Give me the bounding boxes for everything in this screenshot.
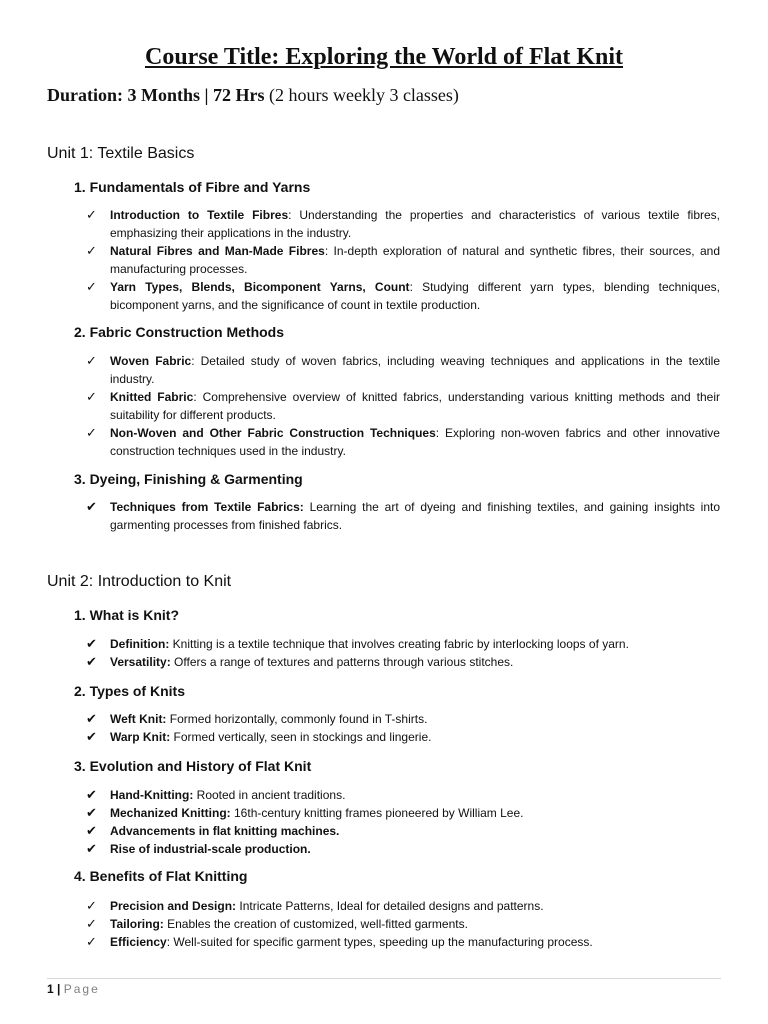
list-item: ✔ Techniques from Textile Fabrics: Learning the art of dyeing and finishing textiles, and gaining insights into garmenting processes from finished fabrics.: [86, 499, 720, 532]
checkmark-icon: ✓: [86, 243, 97, 258]
list-item: ✔ Warp Knit: Formed vertically, seen in stockings and lingerie.: [86, 729, 432, 744]
duration-detail: (2 hours weekly 3 classes): [264, 85, 459, 105]
section-heading: 2. Fabric Construction Methods: [74, 324, 285, 340]
checkmark-icon: ✔: [86, 729, 97, 744]
checkmark-icon: ✔: [86, 805, 97, 820]
course-duration: [47, 85, 459, 106]
bullet-list: [86, 498, 720, 534]
list-item: ✔ Versatility: Offers a range of textures and patterns through various stitches.: [86, 654, 514, 669]
checkmark-icon: ✓: [86, 898, 97, 913]
footer-separator: |: [57, 982, 61, 996]
checkmark-icon: ✓: [86, 425, 97, 440]
checkmark-icon: ✔: [86, 654, 97, 669]
bullet-list: [86, 206, 720, 314]
bullet-list: [86, 352, 720, 460]
checkmark-icon: ✔: [86, 787, 97, 802]
page-label: Page: [63, 982, 100, 996]
list-item: ✔ Mechanized Knitting: 16th-century knitting frames pioneered by William Lee.: [86, 805, 524, 820]
unit-2-heading: Unit 2: Introduction to Knit: [47, 573, 232, 590]
section-heading: 4. Benefits of Flat Knitting: [74, 868, 248, 884]
list-item: ✓ Woven Fabric: Detailed study of woven fabrics, including weaving techniques and applications in the textile industry.: [86, 353, 720, 386]
list-item: ✓ Knitted Fabric: Comprehensive overview of knitted fabrics, understanding various knitting methods and their suitability for different products.: [86, 389, 720, 422]
list-item: ✓ Yarn Types, Blends, Bicomponent Yarns, Count: Studying different yarn types, blending techniques, bicomponent yarns, and the significance of count in textile production.: [86, 279, 720, 312]
list-item: ✓ Tailoring: Enables the creation of customized, well-fitted garments.: [86, 916, 468, 931]
page-footer: [47, 982, 100, 996]
bullet-list: [86, 786, 720, 858]
list-item: ✔ Advancements in flat knitting machines.: [86, 823, 340, 838]
list-item: ✓ Efficiency: Well-suited for specific garment types, speeding up the manufacturing process.: [86, 934, 593, 949]
checkmark-icon: ✓: [86, 916, 97, 931]
bullet-list: [86, 897, 720, 951]
checkmark-icon: ✔: [86, 636, 97, 651]
footer-divider: [47, 978, 721, 979]
page-number: 1: [47, 982, 54, 996]
checkmark-icon: ✔: [86, 841, 97, 856]
list-item: ✓ Natural Fibres and Man-Made Fibres: In-depth exploration of natural and synthetic fibres, their sources, and manufacturing processes.: [86, 243, 720, 276]
list-item: ✓ Precision and Design: Intricate Patterns, Ideal for detailed designs and patterns.: [86, 898, 544, 913]
list-item: ✓ Non-Woven and Other Fabric Construction Techniques: Exploring non-woven fabrics and other innovative construction techniques used in the industry.: [86, 425, 720, 458]
bullet-list: [86, 710, 720, 746]
checkmark-icon: ✔: [86, 823, 97, 838]
list-item: ✔ Weft Knit: Formed horizontally, commonly found in T-shirts.: [86, 711, 428, 726]
section-heading: 3. Dyeing, Finishing & Garmenting: [74, 471, 303, 487]
duration-label: Duration: 3 Months | 72 Hrs: [47, 85, 265, 105]
section-heading: 3. Evolution and History of Flat Knit: [74, 758, 312, 774]
bullet-list: [86, 635, 720, 671]
unit-1-heading: Unit 1: Textile Basics: [47, 145, 195, 162]
checkmark-icon: ✓: [86, 207, 97, 222]
section-heading: 1. What is Knit?: [74, 607, 179, 623]
course-title: Course Title: Exploring the World of Flat Knit: [144, 44, 624, 70]
checkmark-icon: ✓: [86, 279, 97, 294]
checkmark-icon: ✔: [86, 499, 97, 514]
list-item: ✔ Rise of industrial-scale production.: [86, 841, 311, 856]
list-item: ✔ Hand-Knitting: Rooted in ancient traditions.: [86, 787, 346, 802]
section-heading: 1. Fundamentals of Fibre and Yarns: [74, 179, 311, 195]
checkmark-icon: ✓: [86, 353, 97, 368]
checkmark-icon: ✔: [86, 711, 97, 726]
checkmark-icon: ✓: [86, 389, 97, 404]
list-item: ✔ Definition: Knitting is a textile technique that involves creating fabric by interlocking loops of yarn.: [86, 636, 629, 651]
checkmark-icon: ✓: [86, 934, 97, 949]
section-heading: 2. Types of Knits: [74, 683, 185, 699]
list-item: ✓ Introduction to Textile Fibres: Understanding the properties and characteristics of various textile fibres, emphasizing their applications in the industry.: [86, 207, 720, 240]
